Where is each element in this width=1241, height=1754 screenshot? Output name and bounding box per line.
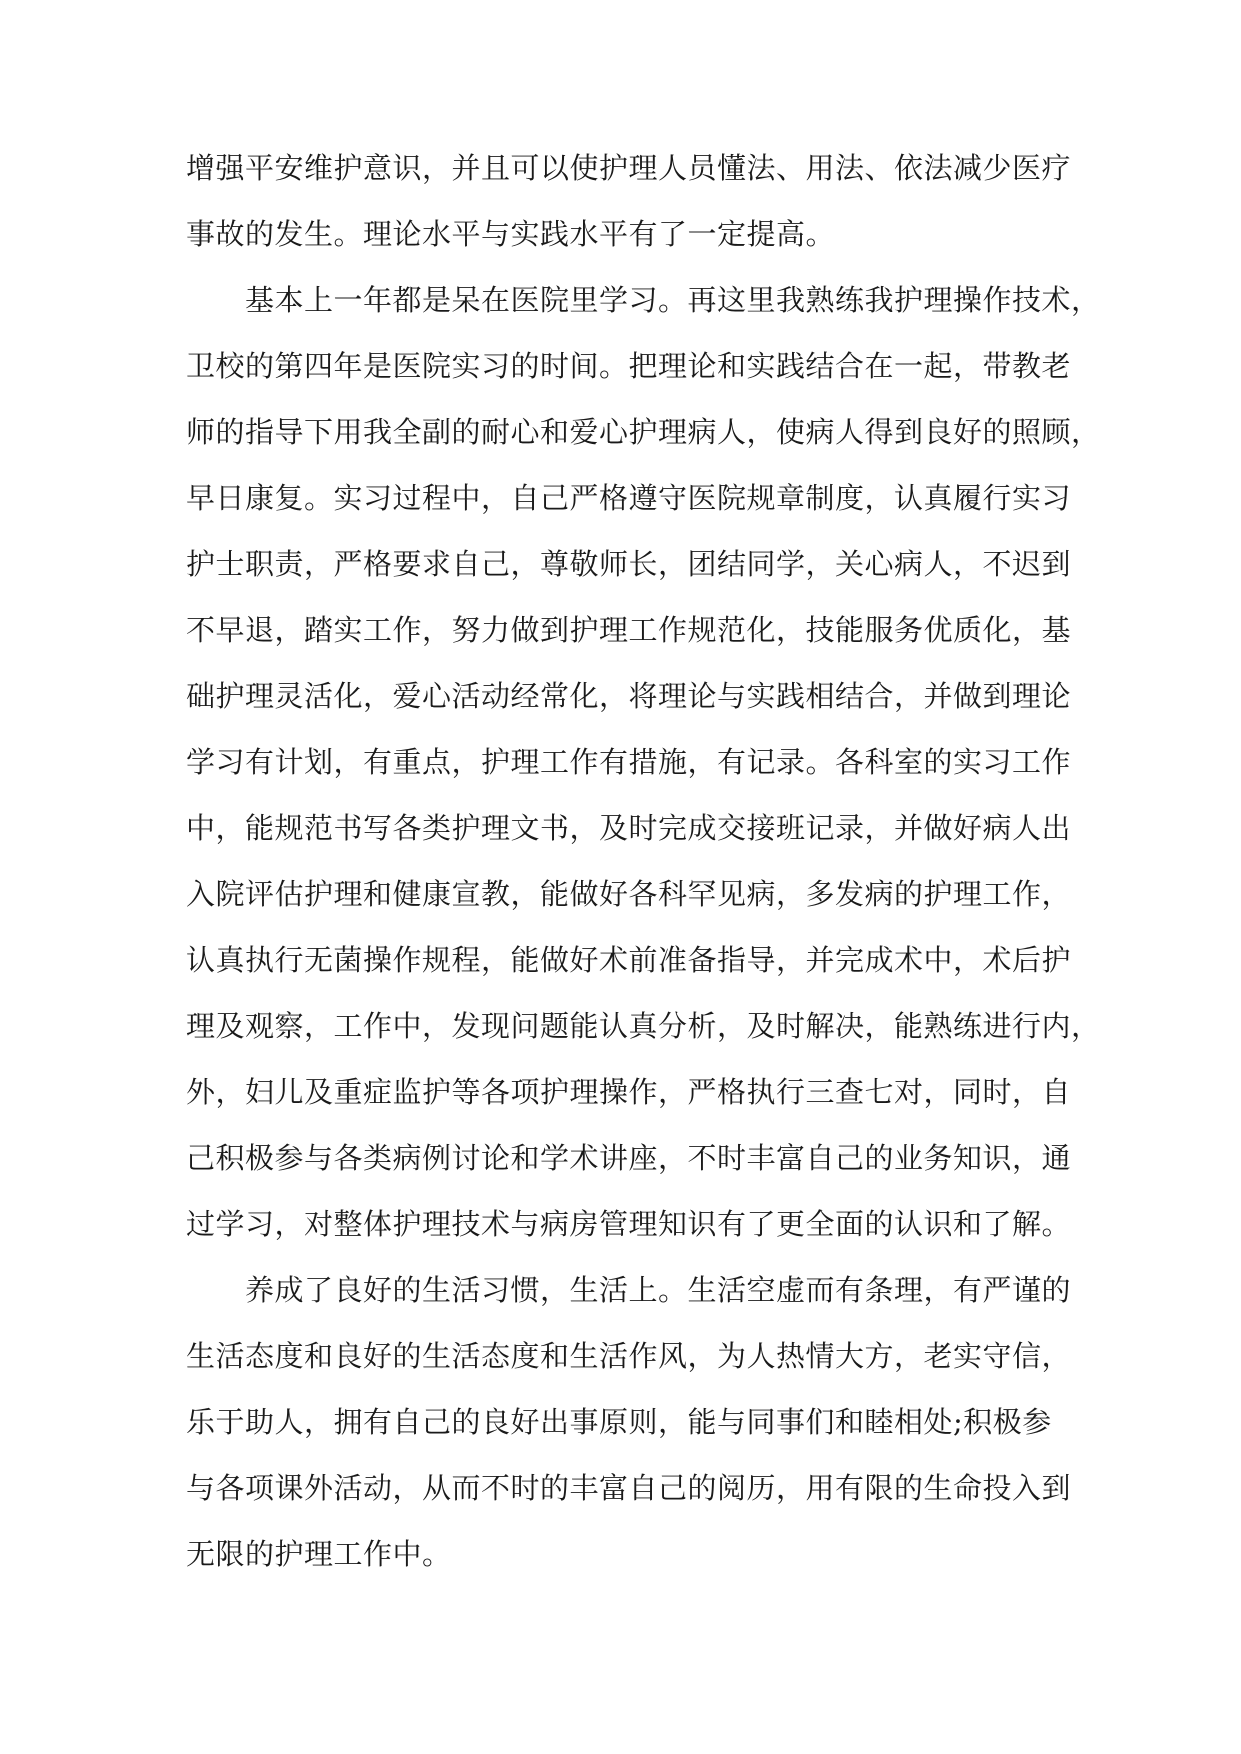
text-line: 与各项课外活动，从而不时的丰富自己的阅历，用有限的生命投入到	[186, 1471, 1072, 1505]
text-line: 增强平安维护意识，并且可以使护理人员懂法、用法、依法减少医疗	[186, 151, 1072, 185]
text-line: 理及观察，工作中，发现问题能认真分析，及时解决，能熟练进行内，	[186, 1009, 1101, 1043]
paragraph-2	[186, 267, 1101, 1257]
text-line: 中，能规范书写各类护理文书，及时完成交接班记录，并做好病人出	[186, 811, 1072, 845]
text-line: 生活态度和良好的生活态度和生活作风，为人热情大方，老实守信，	[186, 1339, 1072, 1373]
text-line: 护士职责，严格要求自己，尊敬师长，团结同学，关心病人，不迟到	[186, 547, 1072, 581]
text-line: 养成了良好的生活习惯，生活上。生活空虚而有条理，有严谨的	[186, 1273, 1072, 1307]
paragraph-3	[186, 1257, 1072, 1587]
text-line: 早日康复。实习过程中，自己严格遵守医院规章制度，认真履行实习	[186, 481, 1072, 515]
text-line: 不早退，踏实工作，努力做到护理工作规范化，技能服务优质化，基	[186, 613, 1072, 647]
text-line: 卫校的第四年是医院实习的时间。把理论和实践结合在一起，带教老	[186, 349, 1072, 383]
text-line: 师的指导下用我全副的耐心和爱心护理病人，使病人得到良好的照顾，	[186, 415, 1101, 449]
text-line: 认真执行无菌操作规程，能做好术前准备指导，并完成术中，术后护	[186, 943, 1072, 977]
text-line: 基本上一年都是呆在医院里学习。再这里我熟练我护理操作技术，	[186, 283, 1101, 317]
text-line: 外，妇儿及重症监护等各项护理操作，严格执行三查七对，同时，自	[186, 1075, 1072, 1109]
text-line: 己积极参与各类病例讨论和学术讲座，不时丰富自己的业务知识，通	[186, 1141, 1072, 1175]
paragraph-1	[186, 135, 1072, 267]
text-line: 学习有计划，有重点，护理工作有措施，有记录。各科室的实习工作	[186, 745, 1072, 779]
text-line: 无限的护理工作中。	[186, 1537, 452, 1571]
text-line: 过学习，对整体护理技术与病房管理知识有了更全面的认识和了解。	[186, 1207, 1072, 1241]
text-line: 入院评估护理和健康宣教，能做好各科罕见病，多发病的护理工作，	[186, 877, 1072, 911]
body-text	[186, 135, 1101, 1587]
text-line: 乐于助人，拥有自己的良好出事原则，能与同事们和睦相处;积极参	[186, 1405, 1052, 1439]
text-line: 事故的发生。理论水平与实践水平有了一定提高。	[186, 217, 836, 251]
text-line: 础护理灵活化，爱心活动经常化，将理论与实践相结合，并做到理论	[186, 679, 1072, 713]
